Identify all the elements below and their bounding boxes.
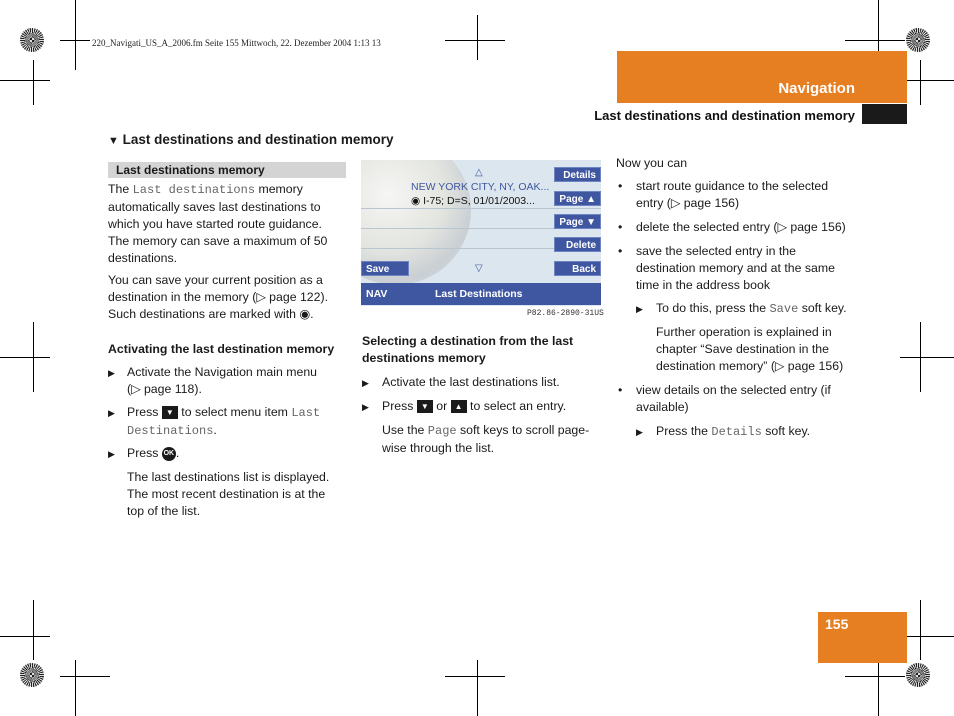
text: Press [127, 405, 162, 419]
text-line: wise through the list. [382, 441, 495, 455]
destination-entry[interactable]: ◉ I-75; D=S, 01/01/2003... [411, 195, 535, 207]
text: memory [255, 182, 303, 196]
down-key-icon: ▼ [417, 400, 433, 413]
page-up-softkey[interactable]: Page ▲ [554, 191, 601, 206]
selecting-heading [362, 333, 602, 367]
text: to select menu item [177, 405, 292, 419]
save-note [656, 324, 866, 375]
menu-term: Details [711, 425, 762, 439]
page-number: 155 [825, 616, 849, 632]
text-line: chapter “Save destination in the [656, 342, 829, 356]
bullet-icon: • [618, 383, 623, 397]
text-line: start route guidance to the selected [636, 179, 829, 193]
text-line: time in the address book [636, 278, 770, 292]
paragraph-intro [108, 181, 348, 267]
text: soft keys to scroll page- [456, 423, 590, 437]
subheading-box [108, 162, 346, 178]
page-down-softkey[interactable]: Page ▼ [554, 214, 601, 229]
text-line: Selecting a destination from the last [362, 334, 574, 348]
text-line: delete the selected entry (▷ page 156) [636, 220, 846, 234]
crosshair-icon [445, 40, 505, 41]
crosshair-icon [0, 636, 50, 637]
text-line: Further operation is explained in [656, 325, 832, 339]
nav-screen [361, 160, 601, 306]
step-press-ok [108, 445, 348, 462]
option-save [616, 243, 861, 294]
step-select-menu [108, 404, 348, 440]
text: Press the [656, 424, 712, 438]
text-line: automatically saves last destinations to [108, 200, 321, 214]
text-line: The memory can save a maximum of 50 [108, 234, 328, 248]
scroll-up-icon[interactable]: △ [475, 167, 483, 178]
crosshair-icon [33, 322, 34, 392]
text-line: destination in the memory (▷ page 122). [108, 290, 328, 304]
crosshair-icon [0, 80, 50, 81]
crosshair-icon [900, 80, 954, 81]
details-softkey[interactable]: Details [554, 167, 601, 182]
text-line: destinations. [108, 251, 178, 265]
crosshair-icon [920, 600, 921, 660]
text-line: destination memory and at the same [636, 261, 835, 275]
step-activate-nav [108, 364, 348, 398]
menu-term: Save [769, 302, 799, 316]
text: The [108, 182, 133, 196]
menu-term: Page [427, 424, 457, 438]
step-press-details [636, 423, 866, 441]
crosshair-icon [33, 60, 34, 105]
crosshair-icon [845, 40, 905, 41]
crosshair-icon [445, 676, 505, 677]
step-result [127, 469, 352, 520]
back-softkey[interactable]: Back [554, 261, 601, 276]
paragraph-save-position [108, 272, 348, 323]
crosshair-icon [0, 357, 50, 358]
step-arrow-icon: ▶ [362, 378, 369, 388]
crosshair-icon [900, 636, 954, 637]
delete-softkey[interactable]: Delete [554, 237, 601, 252]
destination-entry-selected[interactable]: NEW YORK CITY, NY, OAK... [411, 181, 550, 193]
text-line: view details on the selected entry (if [636, 383, 831, 397]
text-line: (▷ page 118). [127, 382, 202, 396]
section-header: Last destinations and destination memory [594, 108, 855, 123]
text: soft key. [761, 424, 811, 438]
menu-term: Last destinations [132, 183, 256, 197]
text-line: top of the list. [127, 504, 201, 518]
crosshair-icon [75, 0, 76, 70]
step-arrow-icon: ▶ [636, 304, 643, 314]
bullet-icon: • [618, 179, 623, 193]
subheading-text: Last destinations memory [116, 163, 265, 177]
crosshair-icon [878, 660, 879, 716]
crosshair-icon [477, 660, 478, 716]
divider [361, 208, 601, 209]
step-press-save [636, 300, 866, 318]
step-arrow-icon: ▶ [636, 427, 643, 437]
text: . [213, 423, 217, 437]
menu-term: Destinations [127, 424, 214, 438]
text-line: entry (▷ page 156) [636, 196, 740, 210]
print-metadata: 220_Navigati_US_A_2006.fm Seite 155 Mittwoch, 22. Dezember 2004 1:13 13 [92, 38, 381, 48]
crosshair-icon [477, 15, 478, 60]
text-line: Activate the Navigation main menu [127, 365, 318, 379]
down-key-icon: ▼ [162, 406, 178, 419]
crosshair-icon [60, 676, 110, 677]
ok-key-icon: OK [162, 447, 176, 461]
text: Press [127, 446, 162, 460]
nav-status-bar [361, 283, 601, 305]
up-key-icon: ▲ [451, 400, 467, 413]
section-title-text: Last destinations and destination memory [122, 132, 394, 147]
text-line: You can save your current position as a [108, 273, 323, 287]
registration-dial-icon [20, 28, 44, 52]
chapter-title: Navigation [778, 80, 855, 97]
option-route-guidance [616, 178, 861, 212]
text: . [175, 446, 180, 460]
step-arrow-icon: ▶ [108, 408, 115, 418]
text-line: save the selected entry in the [636, 244, 796, 258]
page-scroll-note [382, 422, 607, 457]
step-arrow-icon: ▶ [362, 402, 369, 412]
text: to select an entry. [466, 399, 567, 413]
step-arrow-icon: ▶ [108, 368, 115, 378]
activating-heading: Activating the last destination memory [108, 342, 335, 356]
option-details [616, 382, 861, 416]
text: Press [382, 399, 417, 413]
text-line: destination memory” (▷ page 156) [656, 359, 844, 373]
chapter-tab [862, 104, 907, 124]
text: or [432, 399, 451, 413]
crosshair-icon [920, 322, 921, 392]
crosshair-icon [920, 60, 921, 105]
bullet-icon: • [618, 244, 623, 258]
menu-term: Last [291, 406, 321, 420]
step-arrow-icon: ▶ [108, 449, 115, 459]
image-caption: P82.86-2890-31US [527, 309, 604, 318]
text-line: available) [636, 400, 689, 414]
bullet-icon: • [618, 220, 623, 234]
text-line: Activate the last destinations list. [382, 375, 560, 389]
text-line: destinations memory [362, 351, 486, 365]
save-softkey[interactable]: Save [361, 261, 409, 276]
text: Use the [382, 423, 428, 437]
step-activate-list [362, 374, 602, 391]
text: To do this, press the [656, 301, 770, 315]
crosshair-icon [845, 676, 905, 677]
step-select-entry [362, 398, 602, 415]
nav-label: NAV [366, 288, 388, 300]
crosshair-icon [75, 660, 76, 716]
triangle-down-icon: ▼ [108, 135, 119, 147]
text-line: which you have started route guidance. [108, 217, 322, 231]
options-intro: Now you can [616, 156, 688, 170]
registration-dial-icon [906, 663, 930, 687]
text-line: The most recent destination is at the [127, 487, 326, 501]
crosshair-icon [900, 357, 954, 358]
option-delete [616, 219, 866, 236]
scroll-down-icon[interactable]: ▽ [475, 263, 483, 274]
registration-dial-icon [20, 663, 44, 687]
screen-title: Last Destinations [435, 288, 523, 300]
text-line: Such destinations are marked with ◉. [108, 307, 314, 321]
section-title [108, 132, 393, 147]
registration-dial-icon [906, 28, 930, 52]
text: soft key. [798, 301, 847, 315]
text-line: The last destinations list is displayed. [127, 470, 330, 484]
crosshair-icon [33, 600, 34, 660]
